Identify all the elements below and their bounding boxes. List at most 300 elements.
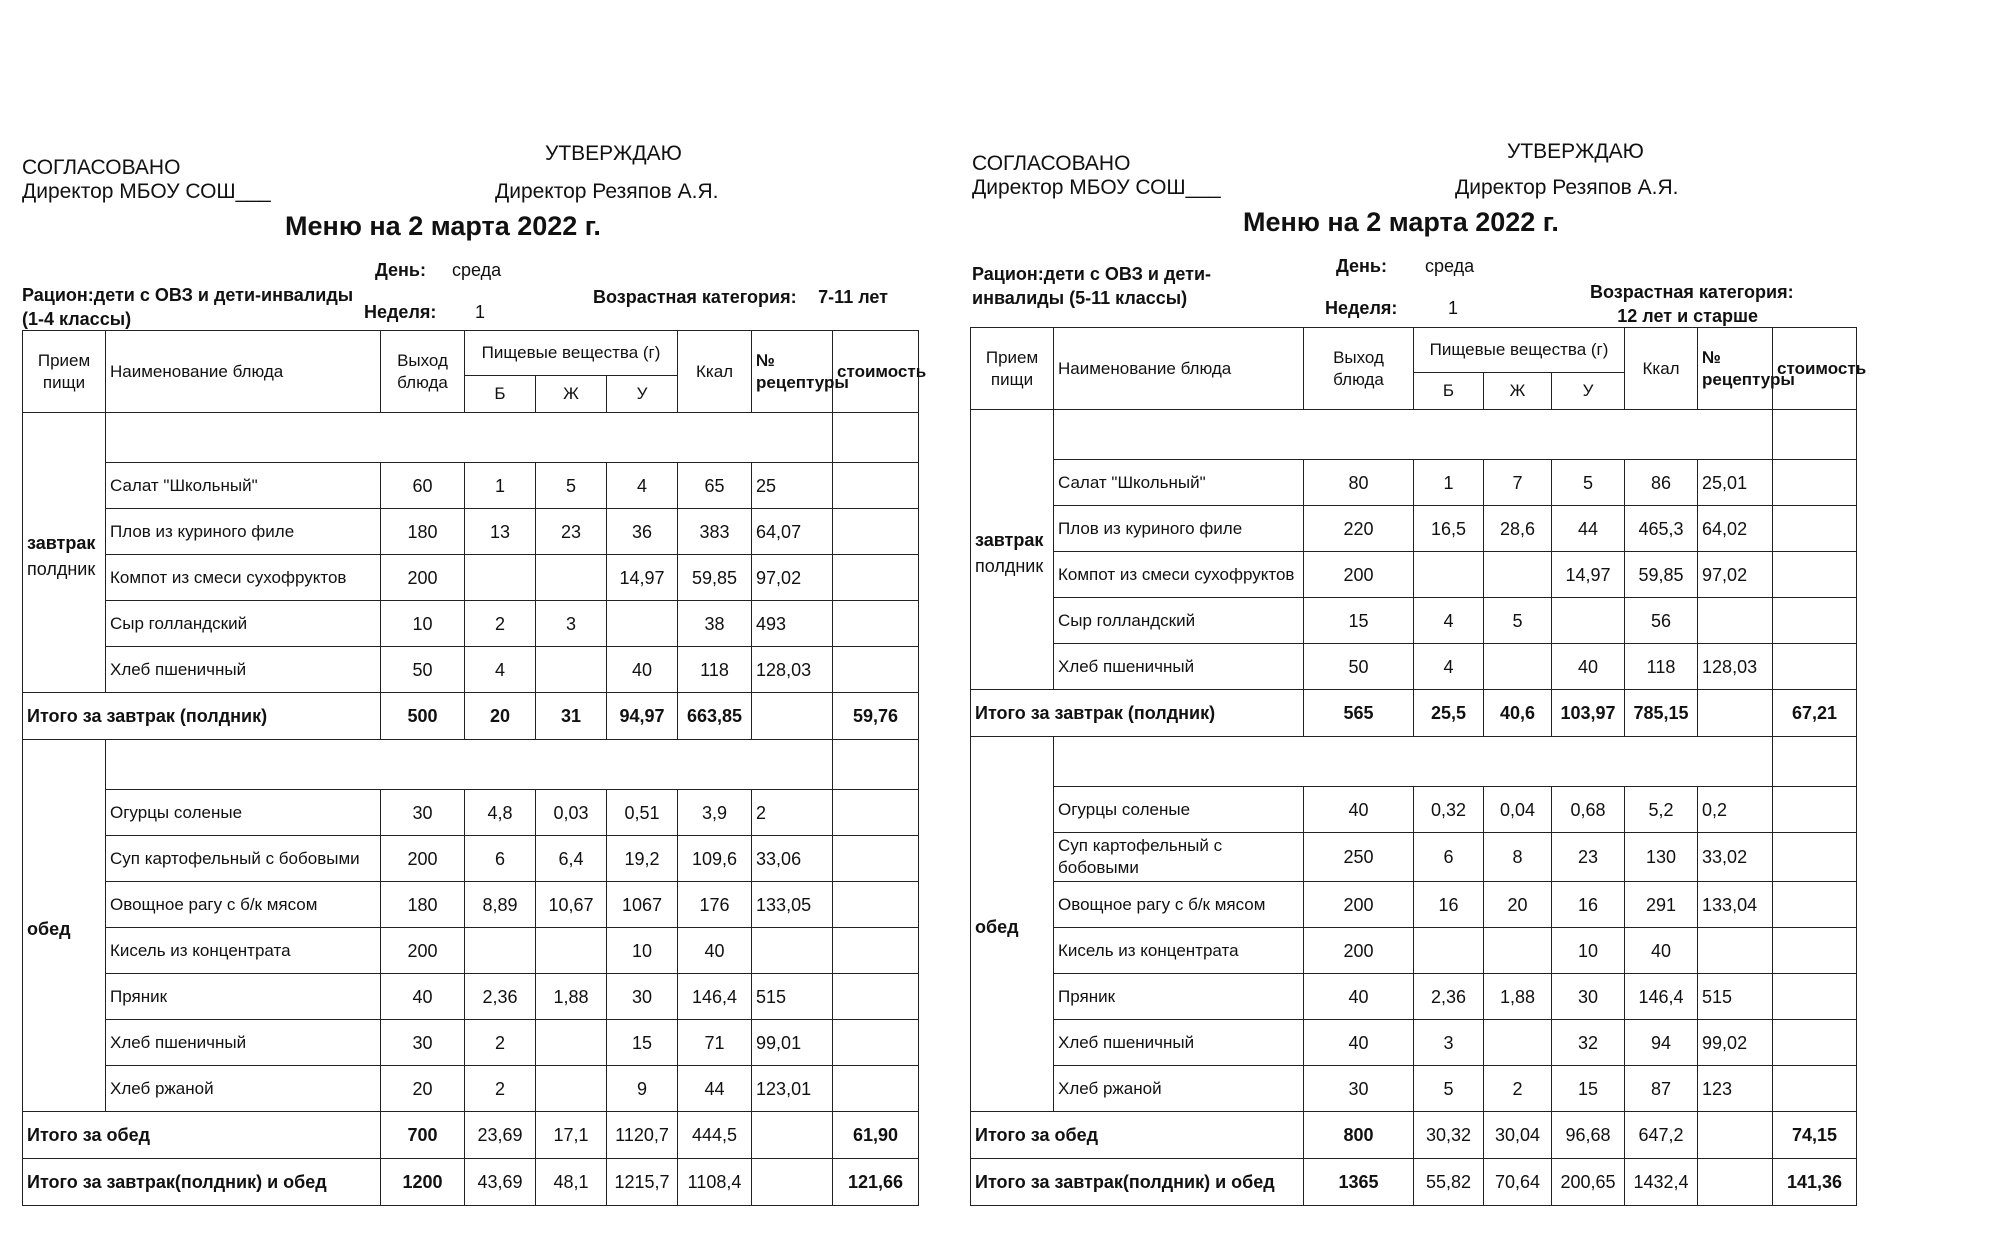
dish-cost [833, 928, 919, 974]
dish-kcal: 44 [678, 1066, 752, 1112]
header-nutrients: Пищевые вещества (г) [1414, 328, 1625, 373]
dish-carbs: 14,97 [607, 555, 678, 601]
dish-fats: 5 [1484, 598, 1552, 644]
dish-recipe: 25,01 [1698, 460, 1773, 506]
total-recipe [752, 1112, 833, 1159]
approve-label: УТВЕРЖДАЮ [545, 142, 682, 165]
director-school-label: Директор МБОУ СОШ___ [22, 180, 271, 203]
menu-panel-right [970, 0, 2000, 1246]
dish-fats [1484, 644, 1552, 690]
dish-output: 10 [381, 601, 465, 647]
dish-kcal: 56 [1625, 598, 1698, 644]
dish-kcal: 146,4 [1625, 974, 1698, 1020]
dish-carbs: 5 [1552, 460, 1625, 506]
menu-title: Меню на 2 марта 2022 г. [1243, 207, 1559, 237]
total-cost: 67,21 [1773, 690, 1857, 737]
dish-recipe: 2 [752, 790, 833, 836]
dish-name: Салат "Школьный" [106, 463, 381, 509]
total-carbs: 1120,7 [607, 1112, 678, 1159]
dish-recipe: 128,03 [1698, 644, 1773, 690]
total-kcal: 663,85 [678, 693, 752, 740]
table-row [971, 928, 1857, 974]
dish-output: 30 [1304, 1066, 1414, 1112]
dish-carbs: 9 [607, 1066, 678, 1112]
dish-name: Плов из куриного филе [106, 509, 381, 555]
dish-output: 200 [381, 555, 465, 601]
dish-carbs: 30 [1552, 974, 1625, 1020]
dish-proteins: 2,36 [1414, 974, 1484, 1020]
menu-table [970, 327, 1867, 1206]
dish-kcal: 118 [678, 647, 752, 693]
dish-output: 30 [381, 1020, 465, 1066]
dish-cost [833, 1020, 919, 1066]
dish-proteins [465, 928, 536, 974]
week-label: Неделя: [364, 302, 437, 322]
header-proteins: Б [465, 376, 536, 413]
dish-cost [833, 790, 919, 836]
dish-fats [536, 1020, 607, 1066]
dish-cost [1773, 974, 1857, 1020]
dish-kcal: 118 [1625, 644, 1698, 690]
total-carbs: 200,65 [1552, 1159, 1625, 1206]
dish-kcal: 109,6 [678, 836, 752, 882]
dish-carbs: 0,68 [1552, 787, 1625, 833]
header-proteins: Б [1414, 373, 1484, 410]
total-fats: 31 [536, 693, 607, 740]
dish-fats [536, 928, 607, 974]
header-dish: Наименование блюда [106, 331, 381, 413]
dish-kcal: 130 [1625, 833, 1698, 882]
meal-breakfast-cell [971, 410, 1054, 690]
lunch-label: обед [975, 917, 1019, 937]
dish-name: Хлеб пшеничный [106, 1020, 381, 1066]
total-output: 1365 [1304, 1159, 1414, 1206]
dish-recipe: 123 [1698, 1066, 1773, 1112]
total-kcal: 1432,4 [1625, 1159, 1698, 1206]
empty-cell [106, 413, 833, 463]
dish-proteins: 4 [1414, 598, 1484, 644]
director-school-label: Директор МБОУ СОШ___ [972, 176, 1221, 199]
dish-recipe: 99,02 [1698, 1020, 1773, 1066]
dish-output: 250 [1304, 833, 1414, 882]
total-recipe [1698, 690, 1773, 737]
dish-carbs: 4 [607, 463, 678, 509]
dish-output: 180 [381, 882, 465, 928]
total-label: Итого за завтрак (полдник) [23, 693, 381, 740]
empty-cell [106, 740, 833, 790]
total-kcal: 444,5 [678, 1112, 752, 1159]
empty-cell [1773, 410, 1857, 460]
dish-proteins: 3 [1414, 1020, 1484, 1066]
total-proteins: 43,69 [465, 1159, 536, 1206]
dish-carbs: 40 [1552, 644, 1625, 690]
dish-cost [833, 1066, 919, 1112]
dish-proteins: 2 [465, 601, 536, 647]
dish-recipe [1698, 928, 1773, 974]
total-proteins: 23,69 [465, 1112, 536, 1159]
dish-kcal: 383 [678, 509, 752, 555]
age-category-value: 12 лет и старше [1617, 306, 1758, 326]
dish-name: Сыр голландский [106, 601, 381, 647]
dish-kcal: 59,85 [1625, 552, 1698, 598]
dish-fats: 23 [536, 509, 607, 555]
breakfast-label: завтрак [975, 529, 1044, 550]
dish-proteins: 13 [465, 509, 536, 555]
total-kcal: 785,15 [1625, 690, 1698, 737]
dish-output: 200 [1304, 928, 1414, 974]
header-recipe: № рецептуры [1698, 328, 1773, 410]
dish-output: 40 [1304, 1020, 1414, 1066]
breakfast-label: завтрак [27, 532, 96, 553]
dish-fats [1484, 1020, 1552, 1066]
total-fats: 17,1 [536, 1112, 607, 1159]
dish-fats: 0,03 [536, 790, 607, 836]
snack-label: полдник [27, 558, 96, 579]
dish-proteins: 4 [1414, 644, 1484, 690]
dish-recipe: 123,01 [752, 1066, 833, 1112]
dish-carbs: 40 [607, 647, 678, 693]
dish-name: Хлеб ржаной [106, 1066, 381, 1112]
header-row [23, 331, 919, 376]
dish-proteins [1414, 928, 1484, 974]
dish-name: Хлеб пшеничный [1054, 1020, 1304, 1066]
header-row [971, 328, 1857, 373]
header-meal: Прием пищи [23, 331, 106, 413]
section-row-lunch [23, 740, 919, 790]
total-carbs: 1215,7 [607, 1159, 678, 1206]
dish-fats: 2 [1484, 1066, 1552, 1112]
dish-recipe: 25 [752, 463, 833, 509]
dish-proteins: 0,32 [1414, 787, 1484, 833]
dish-kcal: 59,85 [678, 555, 752, 601]
dish-carbs: 36 [607, 509, 678, 555]
total-proteins: 25,5 [1414, 690, 1484, 737]
dish-kcal: 40 [678, 928, 752, 974]
dish-recipe: 133,04 [1698, 882, 1773, 928]
day-label: День: [375, 260, 426, 280]
dish-cost [1773, 928, 1857, 974]
dish-output: 180 [381, 509, 465, 555]
dish-name: Хлеб пшеничный [1054, 644, 1304, 690]
table-row [23, 601, 919, 647]
dish-output: 15 [1304, 598, 1414, 644]
empty-cell [1054, 737, 1773, 787]
meal-breakfast-cell [23, 413, 106, 693]
dish-output: 220 [1304, 506, 1414, 552]
dish-recipe: 97,02 [1698, 552, 1773, 598]
dish-cost [833, 555, 919, 601]
dish-proteins: 1 [465, 463, 536, 509]
total-fats: 30,04 [1484, 1112, 1552, 1159]
age-category-label: Возрастная категория: [1590, 282, 1794, 302]
dish-proteins: 6 [1414, 833, 1484, 882]
empty-cell [833, 413, 919, 463]
total-kcal: 1108,4 [678, 1159, 752, 1206]
section-row-breakfast [971, 410, 1857, 460]
grand-total-row [971, 1159, 1857, 1206]
dish-proteins: 2 [465, 1066, 536, 1112]
meal-lunch-cell [971, 737, 1054, 1112]
age-category-label: Возрастная категория: [593, 287, 797, 307]
table-row [23, 647, 919, 693]
grand-total-row [23, 1159, 919, 1206]
dish-cost [1773, 1020, 1857, 1066]
total-carbs: 94,97 [607, 693, 678, 740]
director-name-label: Директор Резяпов А.Я. [1455, 176, 1679, 199]
menu-title: Меню на 2 марта 2022 г. [285, 211, 601, 241]
dish-carbs: 15 [1552, 1066, 1625, 1112]
dish-cost [833, 509, 919, 555]
empty-cell [833, 740, 919, 790]
breakfast-total-row [971, 690, 1857, 737]
dish-carbs: 23 [1552, 833, 1625, 882]
dish-name: Хлеб пшеничный [106, 647, 381, 693]
dish-carbs: 14,97 [1552, 552, 1625, 598]
dish-name: Суп картофельный с бобовыми [106, 836, 381, 882]
day-value: среда [452, 260, 502, 280]
header-carbs: У [1552, 373, 1625, 410]
table-row [23, 463, 919, 509]
dish-name: Сыр голландский [1054, 598, 1304, 644]
dish-cost [833, 882, 919, 928]
dish-carbs [607, 601, 678, 647]
total-recipe [1698, 1112, 1773, 1159]
table-row [23, 836, 919, 882]
week-value: 1 [475, 302, 486, 322]
table-row [971, 506, 1857, 552]
dish-cost [1773, 644, 1857, 690]
dish-carbs: 16 [1552, 882, 1625, 928]
header-recipe: № рецептуры [752, 331, 833, 413]
dish-fats: 5 [536, 463, 607, 509]
dish-kcal: 40 [1625, 928, 1698, 974]
dish-carbs: 44 [1552, 506, 1625, 552]
total-label: Итого за обед [23, 1112, 381, 1159]
dish-fats: 28,6 [1484, 506, 1552, 552]
total-cost: 141,36 [1773, 1159, 1857, 1206]
total-output: 800 [1304, 1112, 1414, 1159]
dish-name: Компот из смеси сухофруктов [1054, 552, 1304, 598]
dish-proteins: 8,89 [465, 882, 536, 928]
dish-recipe [1698, 598, 1773, 644]
ration-label: Рацион:дети с ОВЗ и дети-инвалиды (1-4 классы) [22, 285, 354, 329]
dish-name: Овощное рагу с б/к мясом [106, 882, 381, 928]
header-output: Выход блюда [381, 331, 465, 413]
dish-name: Овощное рагу с б/к мясом [1054, 882, 1304, 928]
dish-fats: 3 [536, 601, 607, 647]
dish-carbs: 10 [1552, 928, 1625, 974]
dish-recipe: 99,01 [752, 1020, 833, 1066]
total-recipe [752, 693, 833, 740]
dish-kcal: 65 [678, 463, 752, 509]
dish-output: 50 [381, 647, 465, 693]
dish-proteins [1414, 552, 1484, 598]
total-proteins: 30,32 [1414, 1112, 1484, 1159]
dish-kcal: 3,9 [678, 790, 752, 836]
header-cost: стоимость [1773, 328, 1857, 410]
dish-output: 40 [1304, 974, 1414, 1020]
approve-label: УТВЕРЖДАЮ [1507, 140, 1644, 163]
total-label: Итого за завтрак(полдник) и обед [971, 1159, 1304, 1206]
dish-name: Огурцы соленые [106, 790, 381, 836]
dish-output: 50 [1304, 644, 1414, 690]
dish-cost [833, 463, 919, 509]
dish-cost [1773, 506, 1857, 552]
table-row [23, 928, 919, 974]
table-row [971, 598, 1857, 644]
header-nutrients: Пищевые вещества (г) [465, 331, 678, 376]
day-label: День: [1336, 256, 1387, 276]
meal-lunch-cell [23, 740, 106, 1112]
dish-fats [536, 1066, 607, 1112]
lunch-label: обед [27, 918, 71, 939]
dish-name: Пряник [106, 974, 381, 1020]
dish-cost [1773, 882, 1857, 928]
total-output: 1200 [381, 1159, 465, 1206]
dish-cost [833, 974, 919, 1020]
dish-fats [536, 647, 607, 693]
table-row [23, 555, 919, 601]
dish-name: Огурцы соленые [1054, 787, 1304, 833]
table-row [23, 1066, 919, 1112]
dish-name: Пряник [1054, 974, 1304, 1020]
total-recipe [1698, 1159, 1773, 1206]
dish-kcal: 291 [1625, 882, 1698, 928]
table-row [971, 1020, 1857, 1066]
total-fats: 40,6 [1484, 690, 1552, 737]
total-label: Итого за обед [971, 1112, 1304, 1159]
table-row [23, 974, 919, 1020]
total-fats: 70,64 [1484, 1159, 1552, 1206]
dish-proteins: 2 [465, 1020, 536, 1066]
dish-recipe: 515 [752, 974, 833, 1020]
dish-proteins: 16,5 [1414, 506, 1484, 552]
dish-recipe: 128,03 [752, 647, 833, 693]
dish-kcal: 86 [1625, 460, 1698, 506]
dish-name: Хлеб ржаной [1054, 1066, 1304, 1112]
dish-fats: 10,67 [536, 882, 607, 928]
empty-cell [1054, 410, 1773, 460]
dish-carbs: 10 [607, 928, 678, 974]
dish-proteins: 6 [465, 836, 536, 882]
dish-carbs: 32 [1552, 1020, 1625, 1066]
dish-fats: 0,04 [1484, 787, 1552, 833]
dish-carbs: 1067 [607, 882, 678, 928]
dish-recipe: 0,2 [1698, 787, 1773, 833]
table-row [971, 974, 1857, 1020]
dish-carbs: 15 [607, 1020, 678, 1066]
menu-table [22, 330, 927, 1206]
dish-fats: 1,88 [536, 974, 607, 1020]
dish-cost [1773, 460, 1857, 506]
dish-kcal: 176 [678, 882, 752, 928]
dish-cost [833, 836, 919, 882]
dish-recipe: 64,02 [1698, 506, 1773, 552]
section-row-lunch [971, 737, 1857, 787]
total-proteins: 55,82 [1414, 1159, 1484, 1206]
table-row [971, 460, 1857, 506]
section-row-breakfast [23, 413, 919, 463]
table-row [23, 509, 919, 555]
dish-carbs: 0,51 [607, 790, 678, 836]
lunch-total-row [23, 1112, 919, 1159]
dish-carbs [1552, 598, 1625, 644]
dish-proteins [465, 555, 536, 601]
dish-carbs: 19,2 [607, 836, 678, 882]
dish-cost [1773, 787, 1857, 833]
table-row [971, 644, 1857, 690]
dish-kcal: 146,4 [678, 974, 752, 1020]
total-output: 565 [1304, 690, 1414, 737]
dish-output: 200 [1304, 882, 1414, 928]
dish-cost [833, 601, 919, 647]
empty-cell [1773, 737, 1857, 787]
dish-recipe: 33,06 [752, 836, 833, 882]
dish-name: Салат "Школьный" [1054, 460, 1304, 506]
header-cost: стоимость [833, 331, 919, 413]
lunch-total-row [971, 1112, 1857, 1159]
dish-fats: 7 [1484, 460, 1552, 506]
dish-cost [1773, 552, 1857, 598]
day-value: среда [1425, 256, 1475, 276]
dish-recipe: 97,02 [752, 555, 833, 601]
director-name-label: Директор Резяпов А.Я. [495, 180, 719, 203]
table-row [971, 787, 1857, 833]
dish-output: 200 [381, 836, 465, 882]
total-label: Итого за завтрак(полдник) и обед [23, 1159, 381, 1206]
ration-label: Рацион:дети с ОВЗ и дети-инвалиды (5-11 классы) [972, 264, 1212, 308]
dish-kcal: 5,2 [1625, 787, 1698, 833]
dish-fats: 20 [1484, 882, 1552, 928]
dish-output: 200 [1304, 552, 1414, 598]
dish-output: 40 [381, 974, 465, 1020]
dish-name: Суп картофельный с бобовыми [1054, 833, 1304, 882]
dish-proteins: 4,8 [465, 790, 536, 836]
table-row [971, 552, 1857, 598]
dish-recipe: 33,02 [1698, 833, 1773, 882]
snack-label: полдник [975, 555, 1044, 576]
header-output: Выход блюда [1304, 328, 1414, 410]
table-row [23, 882, 919, 928]
total-carbs: 96,68 [1552, 1112, 1625, 1159]
total-cost: 121,66 [833, 1159, 919, 1206]
dish-output: 40 [1304, 787, 1414, 833]
dish-recipe: 133,05 [752, 882, 833, 928]
dish-fats: 1,88 [1484, 974, 1552, 1020]
table-row [23, 1020, 919, 1066]
dish-kcal: 94 [1625, 1020, 1698, 1066]
header-fats: Ж [1484, 373, 1552, 410]
total-recipe [752, 1159, 833, 1206]
dish-recipe [752, 928, 833, 974]
dish-cost [1773, 1066, 1857, 1112]
dish-cost [833, 647, 919, 693]
week-value: 1 [1448, 298, 1459, 318]
dish-name: Компот из смеси сухофруктов [106, 555, 381, 601]
dish-output: 20 [381, 1066, 465, 1112]
dish-fats [1484, 552, 1552, 598]
header-dish: Наименование блюда [1054, 328, 1304, 410]
total-label: Итого за завтрак (полдник) [971, 690, 1304, 737]
approved-label: СОГЛАСОВАНО [22, 156, 181, 179]
total-cost: 74,15 [1773, 1112, 1857, 1159]
total-cost: 59,76 [833, 693, 919, 740]
dish-proteins: 1 [1414, 460, 1484, 506]
header-carbs: У [607, 376, 678, 413]
header-kcal: Ккал [678, 331, 752, 413]
dish-fats: 8 [1484, 833, 1552, 882]
header-fats: Ж [536, 376, 607, 413]
